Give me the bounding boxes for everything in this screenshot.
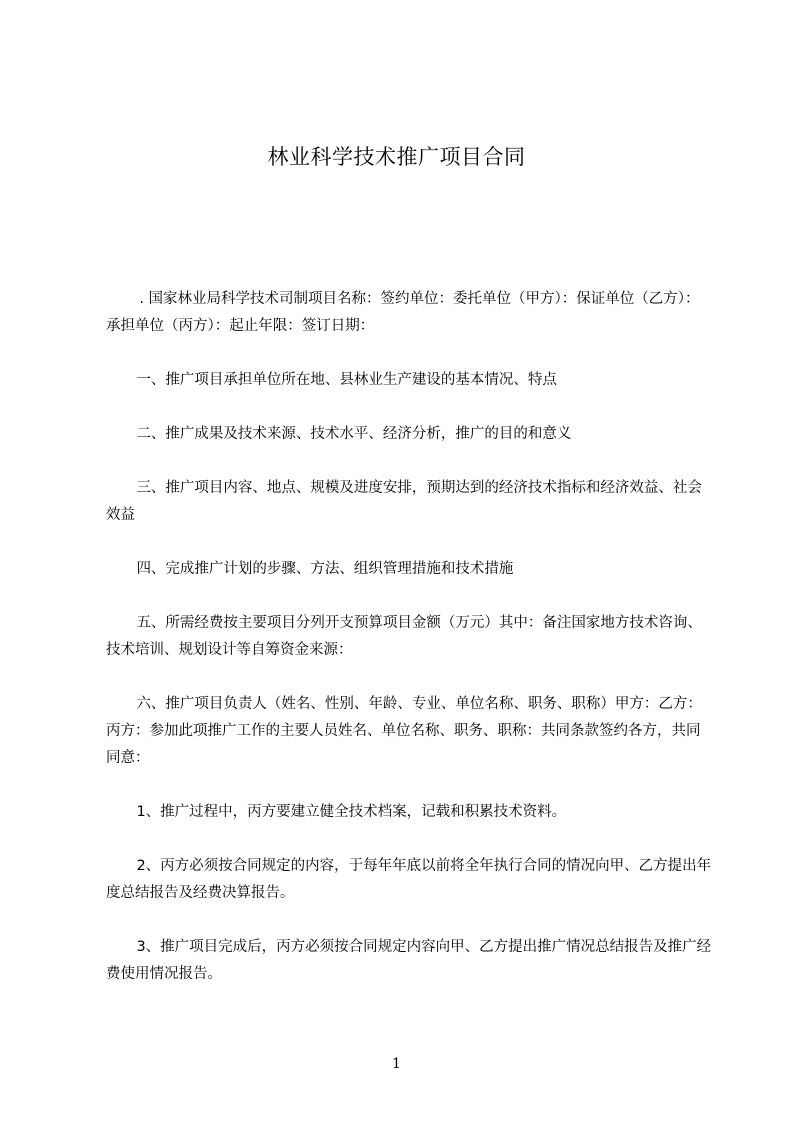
paragraph-section-4: 四、完成推广计划的步骤、方法、组织管理措施和技术措施	[136, 561, 514, 577]
paragraph-section-2: 二、推广成果及技术来源、技术水平、经济分析，推广的目的和意义	[136, 426, 572, 442]
paragraph-header-fields: . 国家林业局科学技术司制项目名称：签约单位：委托单位（甲方）：保证单位（乙方）：承担单位（丙方）：起止年限：签订日期：	[106, 291, 700, 334]
paragraph-section-5: 五、所需经费按主要项目分列开支预算项目金额（万元）其中：备注国家地方技术咨询、技术培训、规划设计等自筹资金来源：	[106, 615, 702, 658]
document-body	[106, 286, 714, 1015]
paragraph-clause-3: 3、推广项目完成后，丙方必须按合同规定内容向甲、乙方提出推广情况总结报告及推广经费使用情况报告。	[106, 939, 712, 982]
document-title: 林业科学技术推广项目合同	[267, 145, 526, 169]
paragraph-section-1: 一、推广项目承担单位所在地、县林业生产建设的基本情况、特点	[136, 372, 557, 388]
paragraph-section-6: 六、推广项目负责人（姓名、性别、年龄、专业、单位名称、职务、职称）甲方：乙方：丙方：参加此项推广工作的主要人员姓名、单位名称、职务、职称：共同条款签约各方，共同同意：	[106, 696, 702, 766]
page-number: 1	[392, 1056, 401, 1072]
paragraph-clause-2: 2、丙方必须按合同规定的内容，于每年年底以前将全年执行合同的情况向甲、乙方提出年度总结报告及经费决算报告。	[106, 858, 712, 901]
paragraph-clause-1: 1、推广过程中，丙方要建立健全技术档案，记载和积累技术资料。	[136, 804, 567, 820]
paragraph-section-3: 三、推广项目内容、地点、规模及进度安排，预期达到的经济技术指标和经济效益、社会效益	[106, 480, 702, 523]
